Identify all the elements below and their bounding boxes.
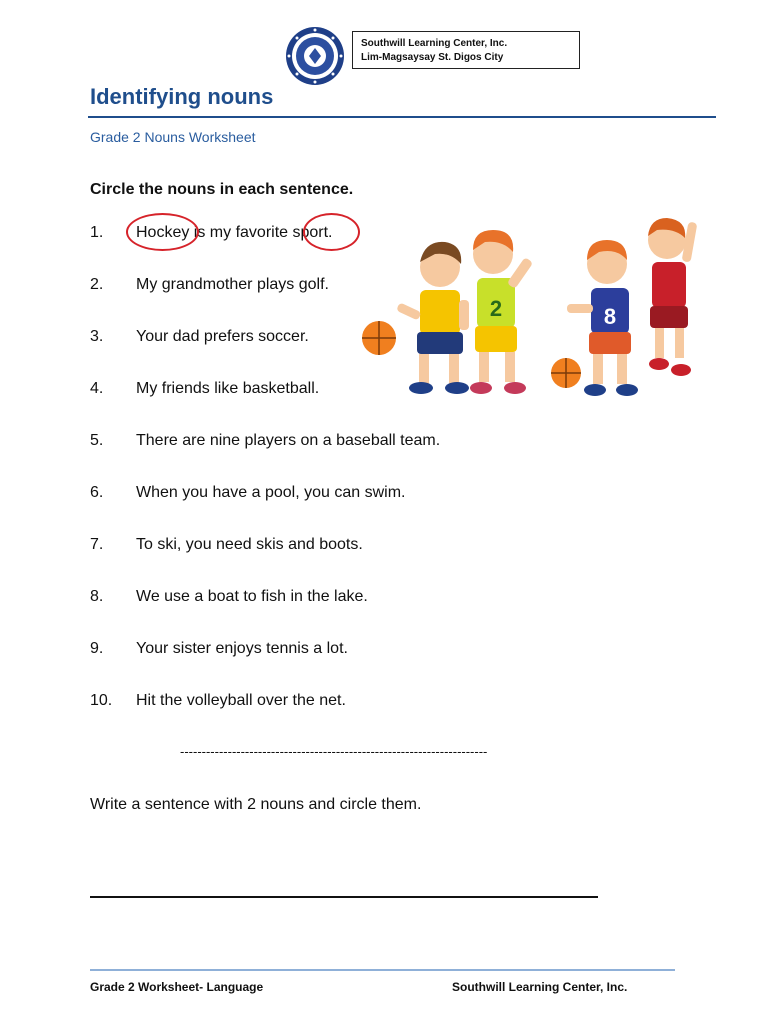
page-subtitle: Grade 2 Nouns Worksheet: [90, 129, 256, 145]
jersey-number: 2: [489, 296, 503, 321]
footer-right-text: Southwill Learning Center, Inc.: [452, 980, 628, 994]
question-number: 3.: [90, 328, 104, 345]
write-prompt: Write a sentence with 2 nouns and circle them.: [90, 796, 422, 813]
school-info-box: [352, 31, 580, 69]
question-number: 8.: [90, 588, 104, 605]
question-text: My grandmother plays golf.: [136, 276, 329, 293]
question-number: 5.: [90, 432, 104, 449]
question-text: Your dad prefers soccer.: [136, 328, 309, 345]
school-seal-icon: [285, 26, 345, 86]
question-number: 1.: [90, 224, 104, 241]
example-noun-circle: [126, 213, 199, 251]
question-number: 7.: [90, 536, 104, 553]
footer-divider: [90, 969, 675, 971]
kids-basketball-illustration: [355, 212, 710, 407]
question-text: My friends like basketball.: [136, 380, 320, 397]
question-number: 10.: [90, 692, 113, 709]
question-text: Hockey is my favorite sport.: [136, 224, 333, 241]
question-number: 2.: [90, 276, 104, 293]
question-number: 6.: [90, 484, 104, 501]
instruction-text: Circle the nouns in each sentence.: [90, 181, 354, 198]
title-divider: [88, 116, 716, 118]
kid-red-jersey: [648, 218, 697, 376]
page-title: Identifying nouns: [90, 84, 274, 109]
question-number: 9.: [90, 640, 104, 657]
school-address: Lim-Magsaysay St. Digos City: [361, 52, 504, 63]
section-divider: -----------------------------------------------------------------------: [180, 744, 488, 759]
question-text: There are nine players on a baseball team.: [136, 432, 441, 449]
footer-left-text: Grade 2 Worksheet- Language: [90, 980, 264, 994]
jersey-number: 8: [603, 304, 617, 329]
question-text: Hit the volleyball over the net.: [136, 692, 346, 709]
example-noun-circle: [303, 213, 360, 251]
school-name: Southwill Learning Center, Inc.: [361, 38, 508, 49]
question-text: When you have a pool, you can swim.: [136, 484, 406, 501]
kid-yellow-jersey: [396, 242, 469, 394]
question-number: 4.: [90, 380, 104, 397]
answer-line[interactable]: [90, 896, 598, 898]
question-text: Your sister enjoys tennis a lot.: [136, 640, 348, 657]
question-text: To ski, you need skis and boots.: [136, 536, 363, 553]
kid-green-jersey: [470, 230, 533, 394]
question-text: We use a boat to fish in the lake.: [136, 588, 368, 605]
